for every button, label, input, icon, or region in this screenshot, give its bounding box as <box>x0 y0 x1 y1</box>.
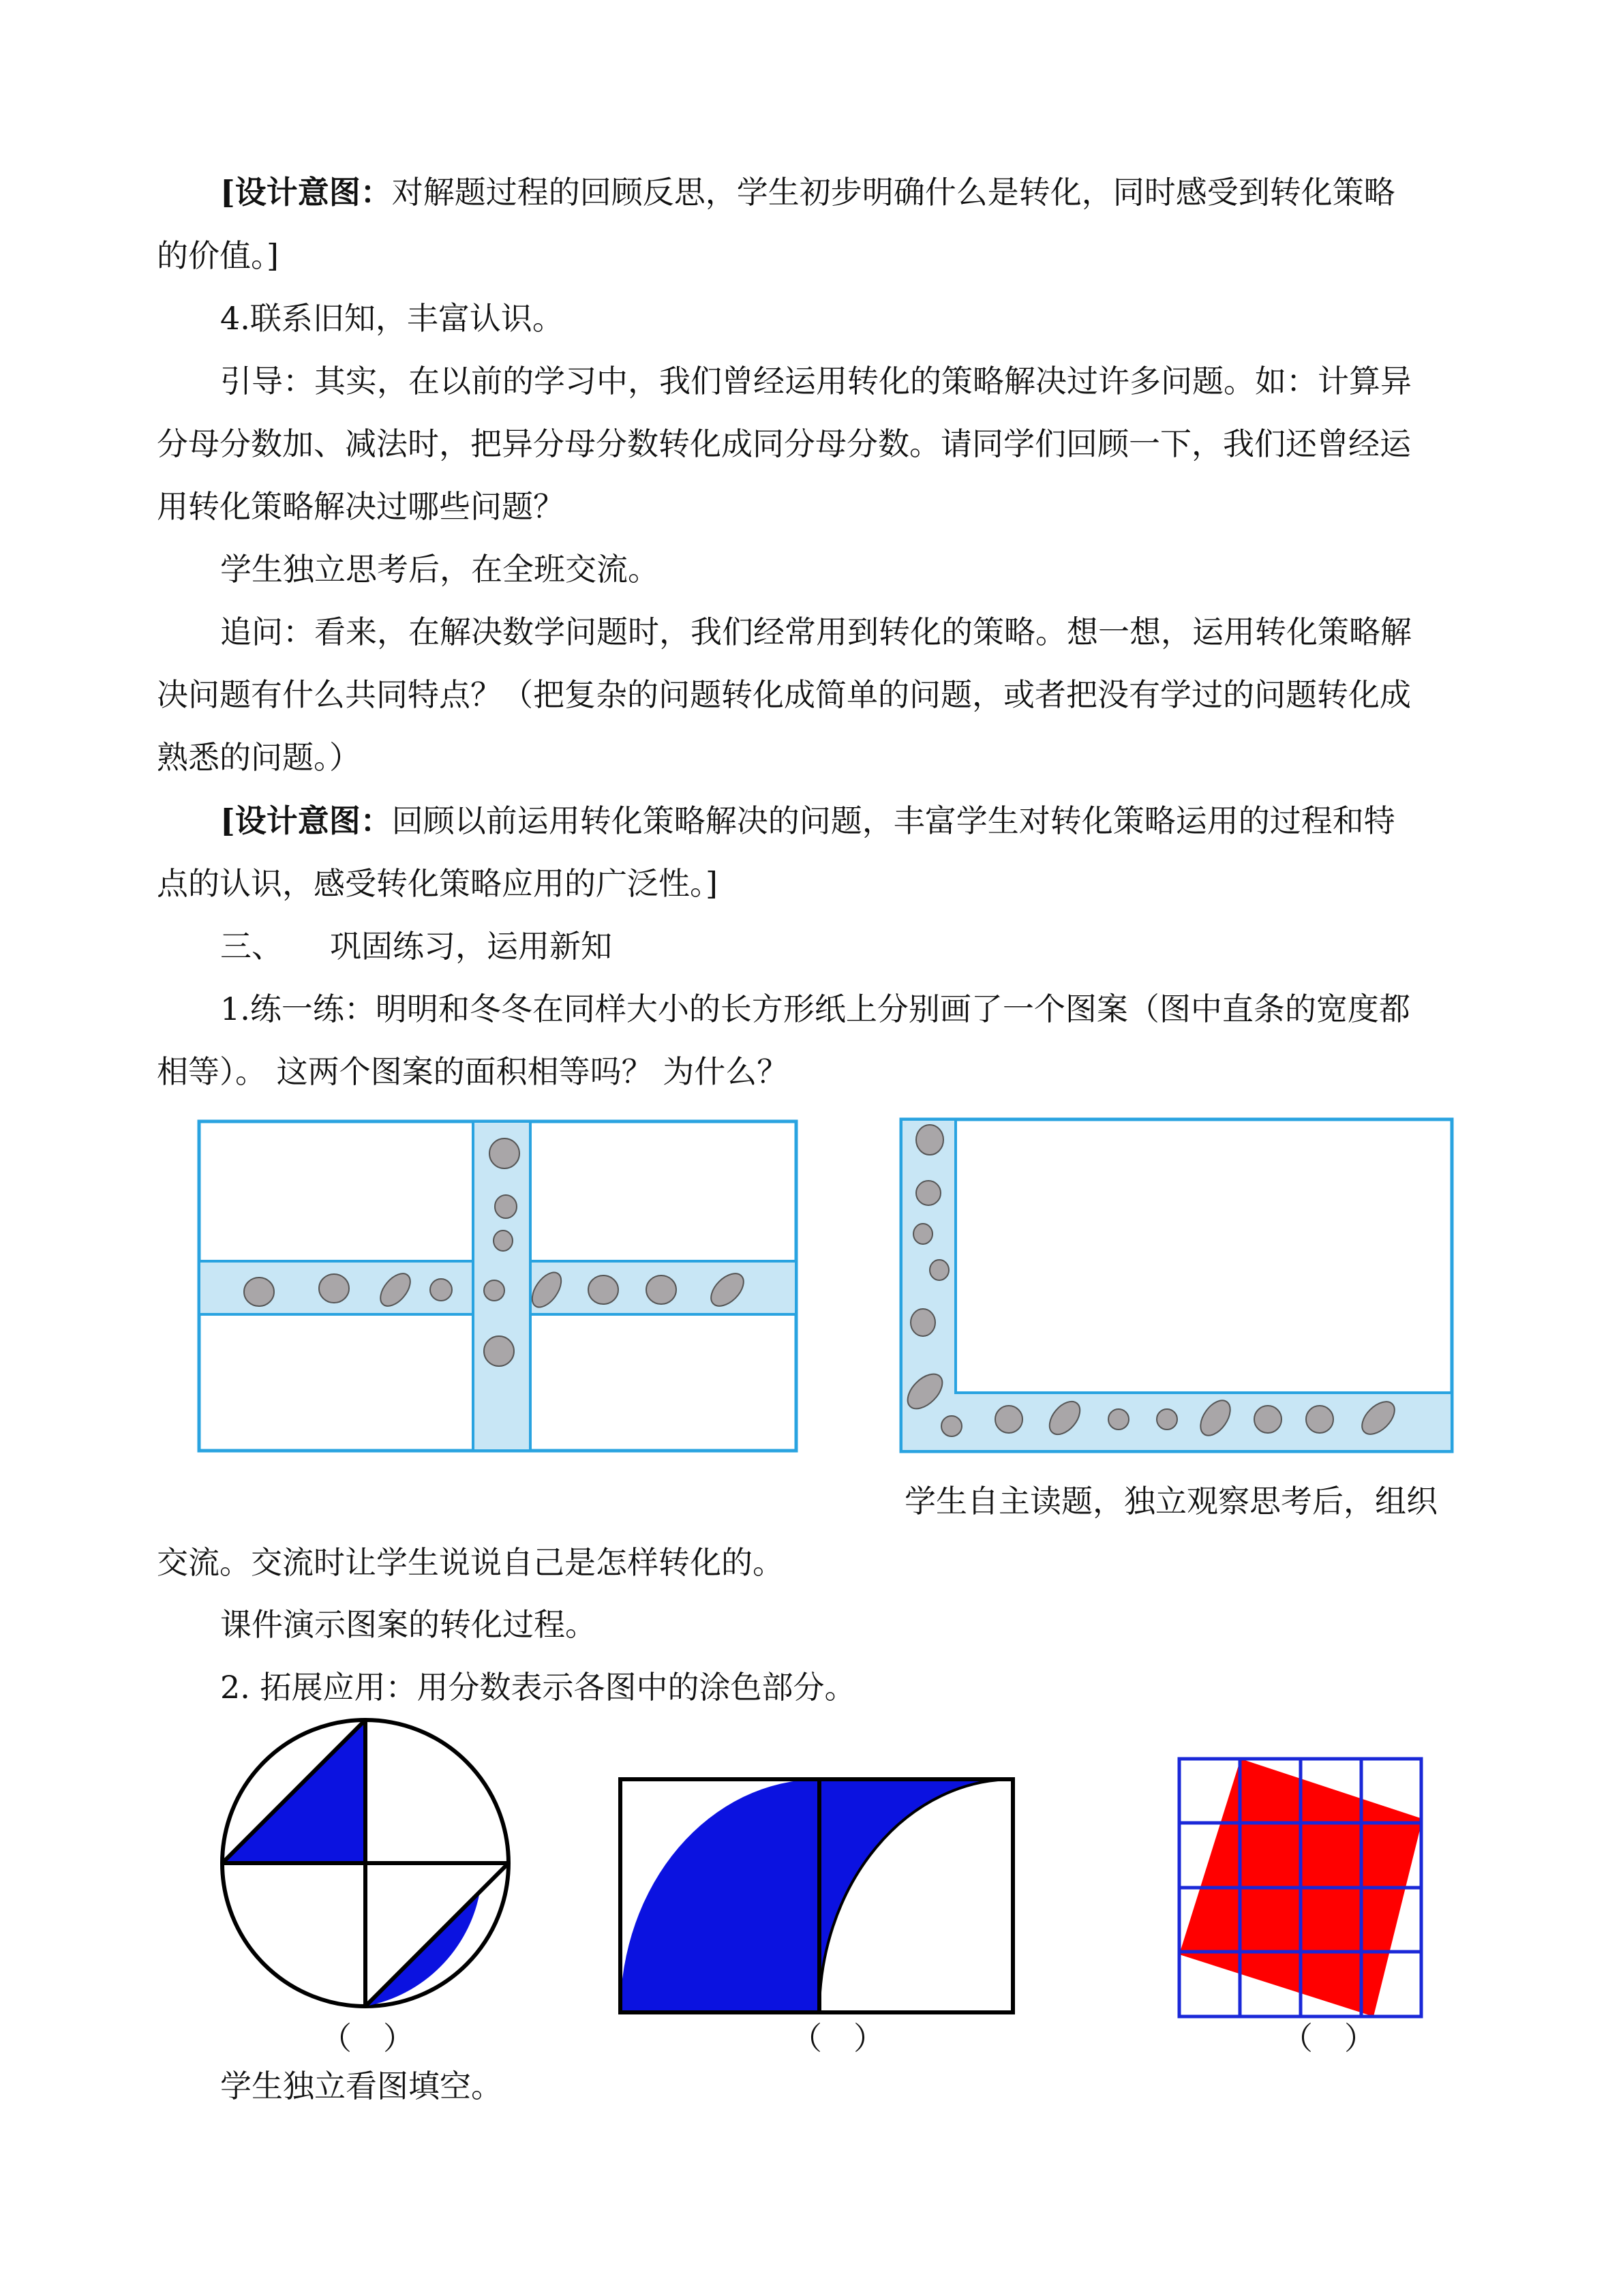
design-intent-text-2: 回顾以前运用转化策略解决的问题，丰富学生对转化策略运用的过程和特 <box>391 802 1395 839</box>
design-intent-text: 对解题过程的回顾反思，学生初步明确什么是转化，同时感受到转化策略 <box>391 174 1395 211</box>
answer-blank-2[interactable]: （ ） <box>791 2020 885 2057</box>
answer-blank-3[interactable]: （ ） <box>1281 2020 1376 2057</box>
grid-lines <box>1179 1759 1421 2016</box>
design-intent-1-line-2: 的价值。] <box>157 237 279 274</box>
guide-line-3: 用转化策略解决过哪些问题？ <box>157 488 564 525</box>
answer-blank-1[interactable]: （ ） <box>320 2020 414 2057</box>
ask-line-3: 熟悉的问题。） <box>157 739 361 776</box>
guide-line-1: 引导：其实，在以前的学习中，我们曾经运用转化的策略解决过许多问题。如：计算异 <box>220 363 1412 399</box>
ask-line-1: 追问：看来，在解决数学问题时，我们经常用到转化的策略。想一想，运用转化策略解 <box>220 614 1412 650</box>
design-intent-label-2: [设计意图： <box>220 802 392 839</box>
grid-square-figure <box>1176 1755 1428 2021</box>
exercise-1-line-2: 相等）。 这两个图案的面积相等吗？ 为什么？ <box>157 1053 789 1090</box>
cross-pattern-figure <box>191 1111 804 1466</box>
design-intent-2-line-2: 点的认识，感受转化策略应用的广泛性。] <box>157 865 718 902</box>
ask-line-2: 决问题有什么共同特点？（把复杂的问题转化成简单的问题，或者把没有学过的问题转化成 <box>157 676 1411 713</box>
student-think: 学生独立思考后，在全班交流。 <box>220 551 659 588</box>
fill-blank-line: 学生独立看图填空。 <box>220 2068 502 2104</box>
circle-figure <box>218 1715 518 2014</box>
design-intent-2-line-1 <box>220 800 1395 841</box>
section-3-heading: 三、 巩固练习，运用新知 <box>220 928 612 965</box>
l-pattern-figure <box>893 1111 1459 1466</box>
quarter-circle-figure <box>613 1772 1022 2018</box>
courseware-line: 课件演示图案的转化过程。 <box>220 1606 596 1643</box>
item-4-heading: 4.联系旧知，丰富认识。 <box>220 300 564 337</box>
design-intent-label: [设计意图： <box>220 174 392 211</box>
exercise-2-line: 2. 拓展应用：用分数表示各图中的涂色部分。 <box>220 1669 856 1706</box>
read-line-1: 学生自主读题，独立观察思考后，组织 <box>905 1483 1438 1520</box>
read-line-2: 交流。交流时让学生说说自己是怎样转化的。 <box>157 1544 784 1581</box>
design-intent-1-line-1 <box>220 172 1395 213</box>
exercise-1-line-1: 1.练一练：明明和冬冬在同样大小的长方形纸上分别画了一个图案（图中直条的宽度都 <box>220 991 1410 1027</box>
guide-line-2: 分母分数加、减法时，把异分母分数转化成同分母分数。请同学们回顾一下，我们还曾经运 <box>157 425 1411 462</box>
